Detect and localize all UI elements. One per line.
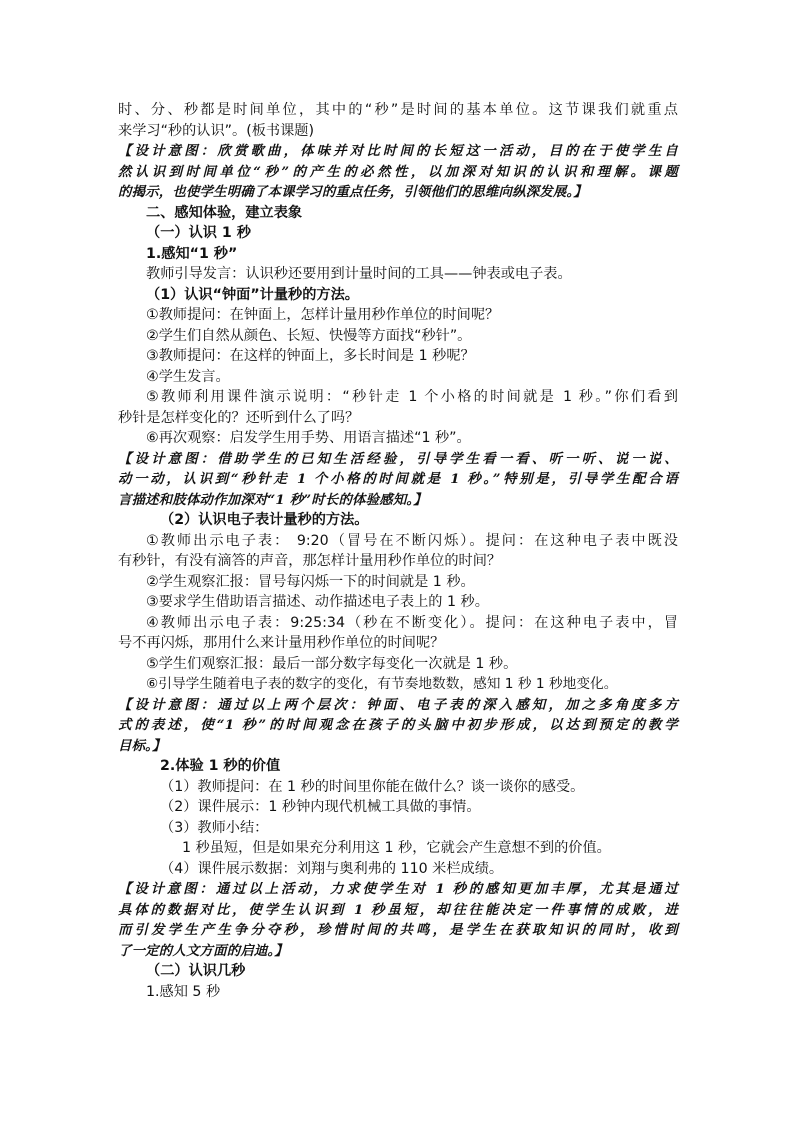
section-heading: 二、感知体验，建立表象 xyxy=(146,204,303,221)
body-text: 来学习“秒的认识”。(板书课题) xyxy=(118,122,315,139)
design-note: 【设计意图：通过以上活动，力求使学生对 1 秒的感知更加丰厚，尤其是通过 xyxy=(118,881,678,897)
item-heading: （2）认识电子表计量秒的方法。 xyxy=(160,512,369,528)
list-item: 号不再闪烁，那用什么来计量用秒作单位的时间呢？ xyxy=(118,635,445,651)
list-item: （4）课件展示数据：刘翔与奥利弗的 110 米栏成绩。 xyxy=(160,860,504,877)
design-note: 动一动，认识到“秒针走 1 个小格的时间就是 1 秒。”特别是，引导学生配合语 xyxy=(118,471,678,487)
design-note: 目标。】 xyxy=(118,737,166,754)
list-item: ②学生们自然从颜色、长短、快慢等方面找“秒针”。 xyxy=(146,327,472,344)
design-note: 【设计意图：借助学生的已知生活经验，引导学生看一看、听一听、说一说、 xyxy=(118,450,678,467)
design-note: 而引发学生产生争分夺秒，珍惜时间的共鸣，是学生在获取知识的同时，收到 xyxy=(118,922,678,938)
list-item: ⑥引导学生随着电子表的数字的变化，有节奏地数数，感知 1 秒 1 秒地变化。 xyxy=(146,676,618,692)
item-heading: 2.体验 1 秒的价值 xyxy=(160,758,281,774)
list-item: ③教师提问：在这样的钟面上，多长时间是 1 秒呢？ xyxy=(146,348,475,364)
list-item: （2）课件展示：1 秒钟内现代机械工具做的事情。 xyxy=(160,799,481,815)
design-note: 具体的数据对比，使学生认识到 1 秒虽短，却往往能决定一件事情的成败，进 xyxy=(118,901,678,918)
list-item: （1）教师提问：在 1 秒的时间里你能在做什么？谈一谈你的感受。 xyxy=(160,778,585,795)
design-note: 【设计意图：欣赏歌曲，体味并对比时间的长短这一活动，目的在于使学生自 xyxy=(118,143,678,159)
design-note: 【设计意图：通过以上两个层次：钟面、电子表的深入感知，加之多角度多方 xyxy=(118,696,678,713)
list-item: ①教师提问：在钟面上，怎样计量用秒作单位的时间呢？ xyxy=(146,307,500,323)
item-heading: 1.感知“1 秒” xyxy=(146,245,238,262)
design-note: 言描述和肢体动作加深对“1 秒”时长的体验感知。】 xyxy=(118,491,427,508)
document-page xyxy=(118,100,678,1002)
list-item: ①教师出示电子表： 9:20（冒号在不断闪烁）。提问：在这种电子表中既没 xyxy=(146,532,678,549)
list-item: ⑥再次观察：启发学生用手势、用语言描述“1 秒”。 xyxy=(146,430,471,446)
list-item: ③要求学生借助语言描述、动作描述电子表上的 1 秒。 xyxy=(146,594,489,610)
subsection-heading: （二）认识几秒 xyxy=(146,963,246,979)
item-heading: （1）认识“钟面”计量秒的方法。 xyxy=(146,286,359,303)
design-note: 然认识到时间单位“秒”的产生的必然性，以加深对知识的认识和理解。课题 xyxy=(118,163,678,180)
list-item: 有秒针，有没有滴答的声音，那怎样计量用秒作单位的时间？ xyxy=(118,553,502,569)
list-item: ⑤学生们观察汇报：最后一部分数字每变化一次就是 1 秒。 xyxy=(146,655,518,672)
list-item: （3）教师小结： xyxy=(160,819,269,836)
design-note: 的揭示，也使学生明确了本课学习的重点任务，引领他们的思维向纵深发展。】 xyxy=(118,184,587,200)
list-item: ④教师出示电子表：9:25:34（秒在不断变化）。提问：在这种电子表中，冒 xyxy=(146,614,678,631)
subsection-heading: （一）认识 1 秒 xyxy=(146,225,251,241)
item-heading: 1.感知 5 秒 xyxy=(146,983,221,1000)
body-text: 1 秒虽短，但是如果充分利用这 1 秒，它就会产生意想不到的价值。 xyxy=(182,840,611,856)
list-item: ②学生观察汇报：冒号每闪烁一下的时间就是 1 秒。 xyxy=(146,573,475,590)
list-item: ⑤教师利用课件演示说明：“秒针走 1 个小格的时间就是 1 秒。”你们看到 xyxy=(146,389,678,405)
design-note: 了一定的人文方面的启迪。】 xyxy=(118,942,288,959)
list-item: 秒针是怎样变化的？还听到什么了吗？ xyxy=(118,409,360,426)
body-text: 时、分、秒都是时间单位，其中的“秒”是时间的基本单位。这节课我们就重点 xyxy=(118,102,678,118)
list-item: ④学生发言。 xyxy=(146,368,230,385)
body-text: 教师引导发言：认识秒还要用到计量时间的工具——钟表或电子表。 xyxy=(146,266,572,282)
design-note: 式的表述，使“1 秒”的时间观念在孩子的头脑中初步形成，以达到预定的教学 xyxy=(118,717,678,733)
